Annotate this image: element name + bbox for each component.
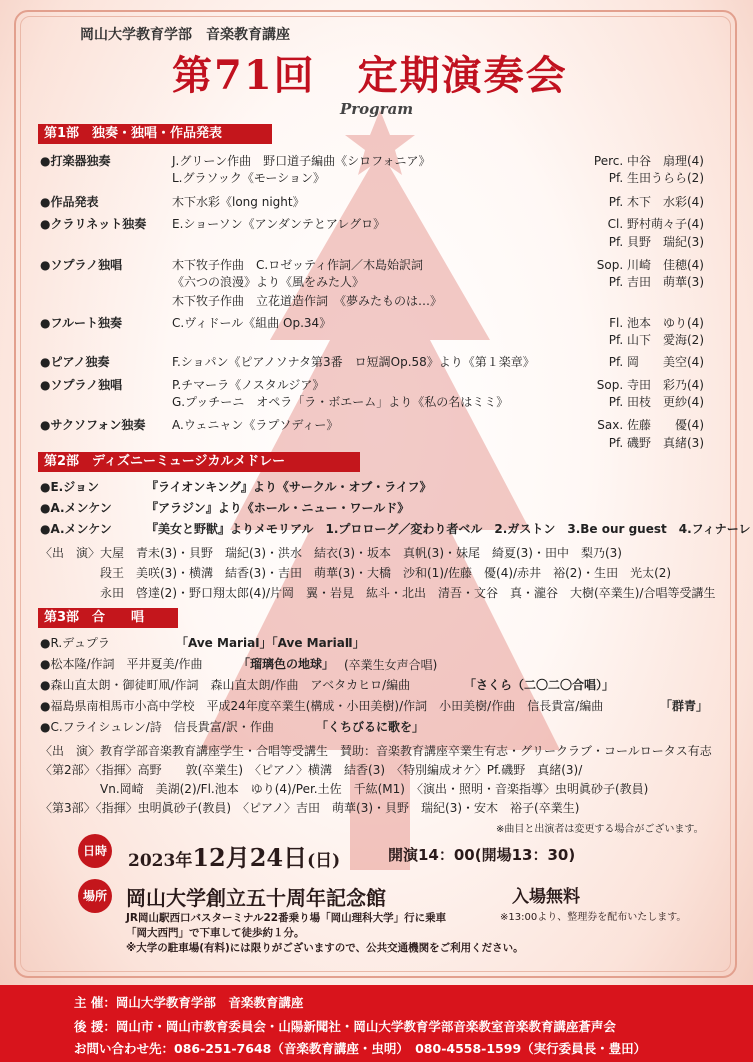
part2-cast-line: 大屋 青未(3)・貝野 瑞紀(3)・洪水 結衣(3)・坂本 真帆(3)・妹尾 綺夏(3)・田中 梨乃(3) xyxy=(100,546,622,560)
part2-row-work: 『美女と野獣』よりメモリアル 1.プロローグ／変わり者ベル 2.ガストン 3.Be our guest 4.フィナーレ xyxy=(146,522,751,536)
part3-row-work: 「Ave MariaⅠ」「Ave MariaⅡ」 xyxy=(176,636,365,650)
part2-heading: 第2部 ディズニーミュージカルメドレー xyxy=(38,452,360,472)
part1-row-work: 木下水彩《long night》 xyxy=(172,195,305,209)
part1-row-label: ●作品発表 xyxy=(40,195,99,209)
part1-row-work: A.ウェニャン《ラプソディー》 xyxy=(172,418,339,432)
part1-row-performer: Pf. 貝野 瑞紀(3) xyxy=(608,235,704,249)
part3-row-work: 「瑠璃色の地球」 xyxy=(238,657,335,671)
part1-row-performer: Fl. 池本 ゆり(4) xyxy=(609,316,704,330)
concert-date xyxy=(128,838,340,873)
part1-row-performer: Sop. 寺田 彩乃(4) xyxy=(596,378,704,392)
part1-row-performer: Pf. 山下 愛海(2) xyxy=(608,333,704,347)
change-notice: ※曲目と出演者は変更する場合がございます。 xyxy=(496,824,704,835)
date-year: 2023年 xyxy=(128,851,193,871)
part1-row-work: G.プッチーニ オペラ「ラ・ボエーム」より《私の名はミミ》 xyxy=(172,395,509,409)
credit-line: 〈第2部〉〈指揮〉高野 敦(卒業生) 〈ピアノ〉横溝 結香(3) 〈特別編成オケ〉Pf.磯野 真緒(3)/ xyxy=(40,763,583,777)
venue-badge: 場所 xyxy=(78,879,112,913)
part1-row-label: ●打楽器独奏 xyxy=(40,154,111,168)
access-line: JR岡山駅西口バスターミナル22番乗り場「岡山理科大学」行に乗車 xyxy=(126,912,447,924)
part3-row-label: ●森山直太朗・御徒町凧/作詞 森山直太朗/作曲 アベタカヒロ/編曲 xyxy=(40,678,411,692)
ticket-note: ※13:00より、整理券を配布いたします。 xyxy=(500,912,687,923)
part1-row-label: ●クラリネット独奏 xyxy=(40,217,147,231)
part1-row-work: 木下牧子作曲 立花道造作詞 《夢みたものは…》 xyxy=(172,294,443,308)
part1-row-performer: Pf. 生田うらら(2) xyxy=(608,171,704,185)
part1-heading: 第1部 独奏・独唱・作品発表 xyxy=(38,124,272,144)
part2-row-work: 『ライオンキング』より《サークル・オブ・ライフ》 xyxy=(146,480,432,494)
part1-row-work: E.ショーソン《アンダンテとアレグロ》 xyxy=(172,217,386,231)
part2-cast-line: 永田 啓達(2)・野口翔太郎(4)/片岡 翼・岩見 紘斗・北出 清吾・文谷 真・瀧谷 大樹(卒業生)/合唱等受講生 xyxy=(100,586,716,600)
part1-row-performer: Pf. 木下 水彩(4) xyxy=(608,195,704,209)
credit-line: 〈第3部〉〈指揮〉虫明眞砂子(教員) 〈ピアノ〉吉田 萌華(3)・貝野 瑞紀(3)・安木 裕子(卒業生) xyxy=(40,801,580,815)
part2-row-label: ●A.メンケン xyxy=(40,501,112,515)
part1-row-label: ●ソプラノ独唱 xyxy=(40,378,123,392)
part1-row-performer: Sax. 佐藤 優(4) xyxy=(597,418,704,432)
part2-row-label: ●A.メンケン xyxy=(40,522,112,536)
credit-line: 〈出 演〉教育学部音楽教育講座学生・合唱等受講生 賛助：音楽教育講座卒業生有志・グリークラブ・コールロータス有志 xyxy=(40,744,712,758)
part1-row-label: ●ピアノ独奏 xyxy=(40,355,110,369)
part3-row-work: 「群青」 xyxy=(660,699,709,713)
part1-row-performer: Sop. 川崎 佳穂(4) xyxy=(596,258,704,272)
part1-row-performer: Pf. 磯野 真緒(3) xyxy=(608,436,704,450)
part3-row-label: ●R.デュプラ xyxy=(40,636,110,650)
venue-name: 岡山大学創立五十周年記念館 xyxy=(126,886,386,910)
part3-row-note: (卒業生女声合唱) xyxy=(344,658,438,672)
part1-row-work: 《六つの浪漫》より《風をみた人》 xyxy=(172,275,365,289)
part1-row-label: ●フルート独奏 xyxy=(40,316,122,330)
part3-row-work: 「くちびるに歌を」 xyxy=(316,720,425,734)
access-line: 「岡大西門」で下車して徒歩約１分。 xyxy=(126,927,305,939)
part1-row-work: P.チマーラ《ノスタルジア》 xyxy=(172,378,325,392)
footer xyxy=(0,985,753,1062)
part1-row-performer: Pf. 吉田 萌華(3) xyxy=(608,275,704,289)
page-title: 第71回 定期演奏会 xyxy=(172,52,568,99)
part3-row-label: ●福島県南相馬市小高中学校 平成24年度卒業生(構成・小田美樹)/作詞 小田美樹/作曲 信長貴富/編曲 xyxy=(40,699,604,713)
date-badge: 日時 xyxy=(78,834,112,868)
part1-row-performer: Pf. 岡 美空(4) xyxy=(608,355,704,369)
concert-time: 開演14：00(開場13：30) xyxy=(388,846,576,864)
part2-row-work: 『アラジン』より《ホール・ニュー・ワールド》 xyxy=(146,501,410,515)
part1-row-work: J.グリーン作曲 野口道子編曲《シロフォニア》 xyxy=(172,154,431,168)
part1-row-work: 木下牧子作曲 C.ロゼッティ作詞／木島始訳詞 xyxy=(172,258,423,272)
parking-note: ※大学の駐車場(有料)には限りがございますので、公共交通機関をご利用ください。 xyxy=(126,942,524,954)
part2-row-label: ●E.ジョン xyxy=(40,480,99,494)
part3-row-label: ●C.フライシュレン/詩 信長貴富/訳・作曲 xyxy=(40,720,274,734)
part1-row-work: L.グラソック《モーション》 xyxy=(172,171,325,185)
part3-row-work: 「さくら（二〇二〇合唱）」 xyxy=(464,678,615,692)
part2-cast-line: 段王 美咲(3)・横溝 結香(3)・吉田 萌華(3)・大橋 沙和(1)/佐藤 優(4)/赤井 裕(2)・生田 光太(2) xyxy=(100,566,672,580)
part3-row-label: ●松本隆/作詞 平井夏美/作曲 xyxy=(40,657,203,671)
footer-host: 主 催：岡山大学教育学部 音楽教育講座 xyxy=(74,995,304,1010)
organizer-header: 岡山大学教育学部 音楽教育講座 xyxy=(80,27,290,43)
program-subtitle: Program xyxy=(340,100,414,118)
part1-row-label: ●ソプラノ独唱 xyxy=(40,258,123,272)
part1-row-performer: Pf. 田枝 更紗(4) xyxy=(608,395,704,409)
part1-row-performer: Perc. 中谷 扇理(4) xyxy=(593,154,704,168)
date-dow: (日) xyxy=(307,851,341,871)
footer-contact: お問い合わせ先：086-251-7648（音楽教育講座・虫明） 080-4558-1599（実行委員長・豊田） xyxy=(74,1041,647,1056)
part3-heading: 第3部 合 唱 xyxy=(38,608,178,628)
part2-cast-label: 〈出 演〉 xyxy=(40,546,101,560)
footer-support: 後 援：岡山市・岡山市教育委員会・山陽新聞社・岡山大学教育学部音楽教室音楽教育講座蒼声会 xyxy=(74,1019,616,1034)
date-day: 12月24日 xyxy=(192,843,308,872)
part1-row-performer: Cl. 野村萌々子(4) xyxy=(607,217,704,231)
part1-row-work: F.ショパン《ピアノソナタ第3番 ロ短調Op.58》より《第１楽章》 xyxy=(172,355,535,369)
admission-free: 入場無料 xyxy=(512,887,580,907)
part1-row-work: C.ヴィドール《組曲 Op.34》 xyxy=(172,316,332,330)
part1-row-label: ●サクソフォン独奏 xyxy=(40,418,146,432)
credit-line: Vn.岡崎 美湖(2)/Fl.池本 ゆり(4)/Per.土佐 千紘(M1) 〈演出・照明・音楽指導〉虫明眞砂子(教員) xyxy=(100,782,649,796)
